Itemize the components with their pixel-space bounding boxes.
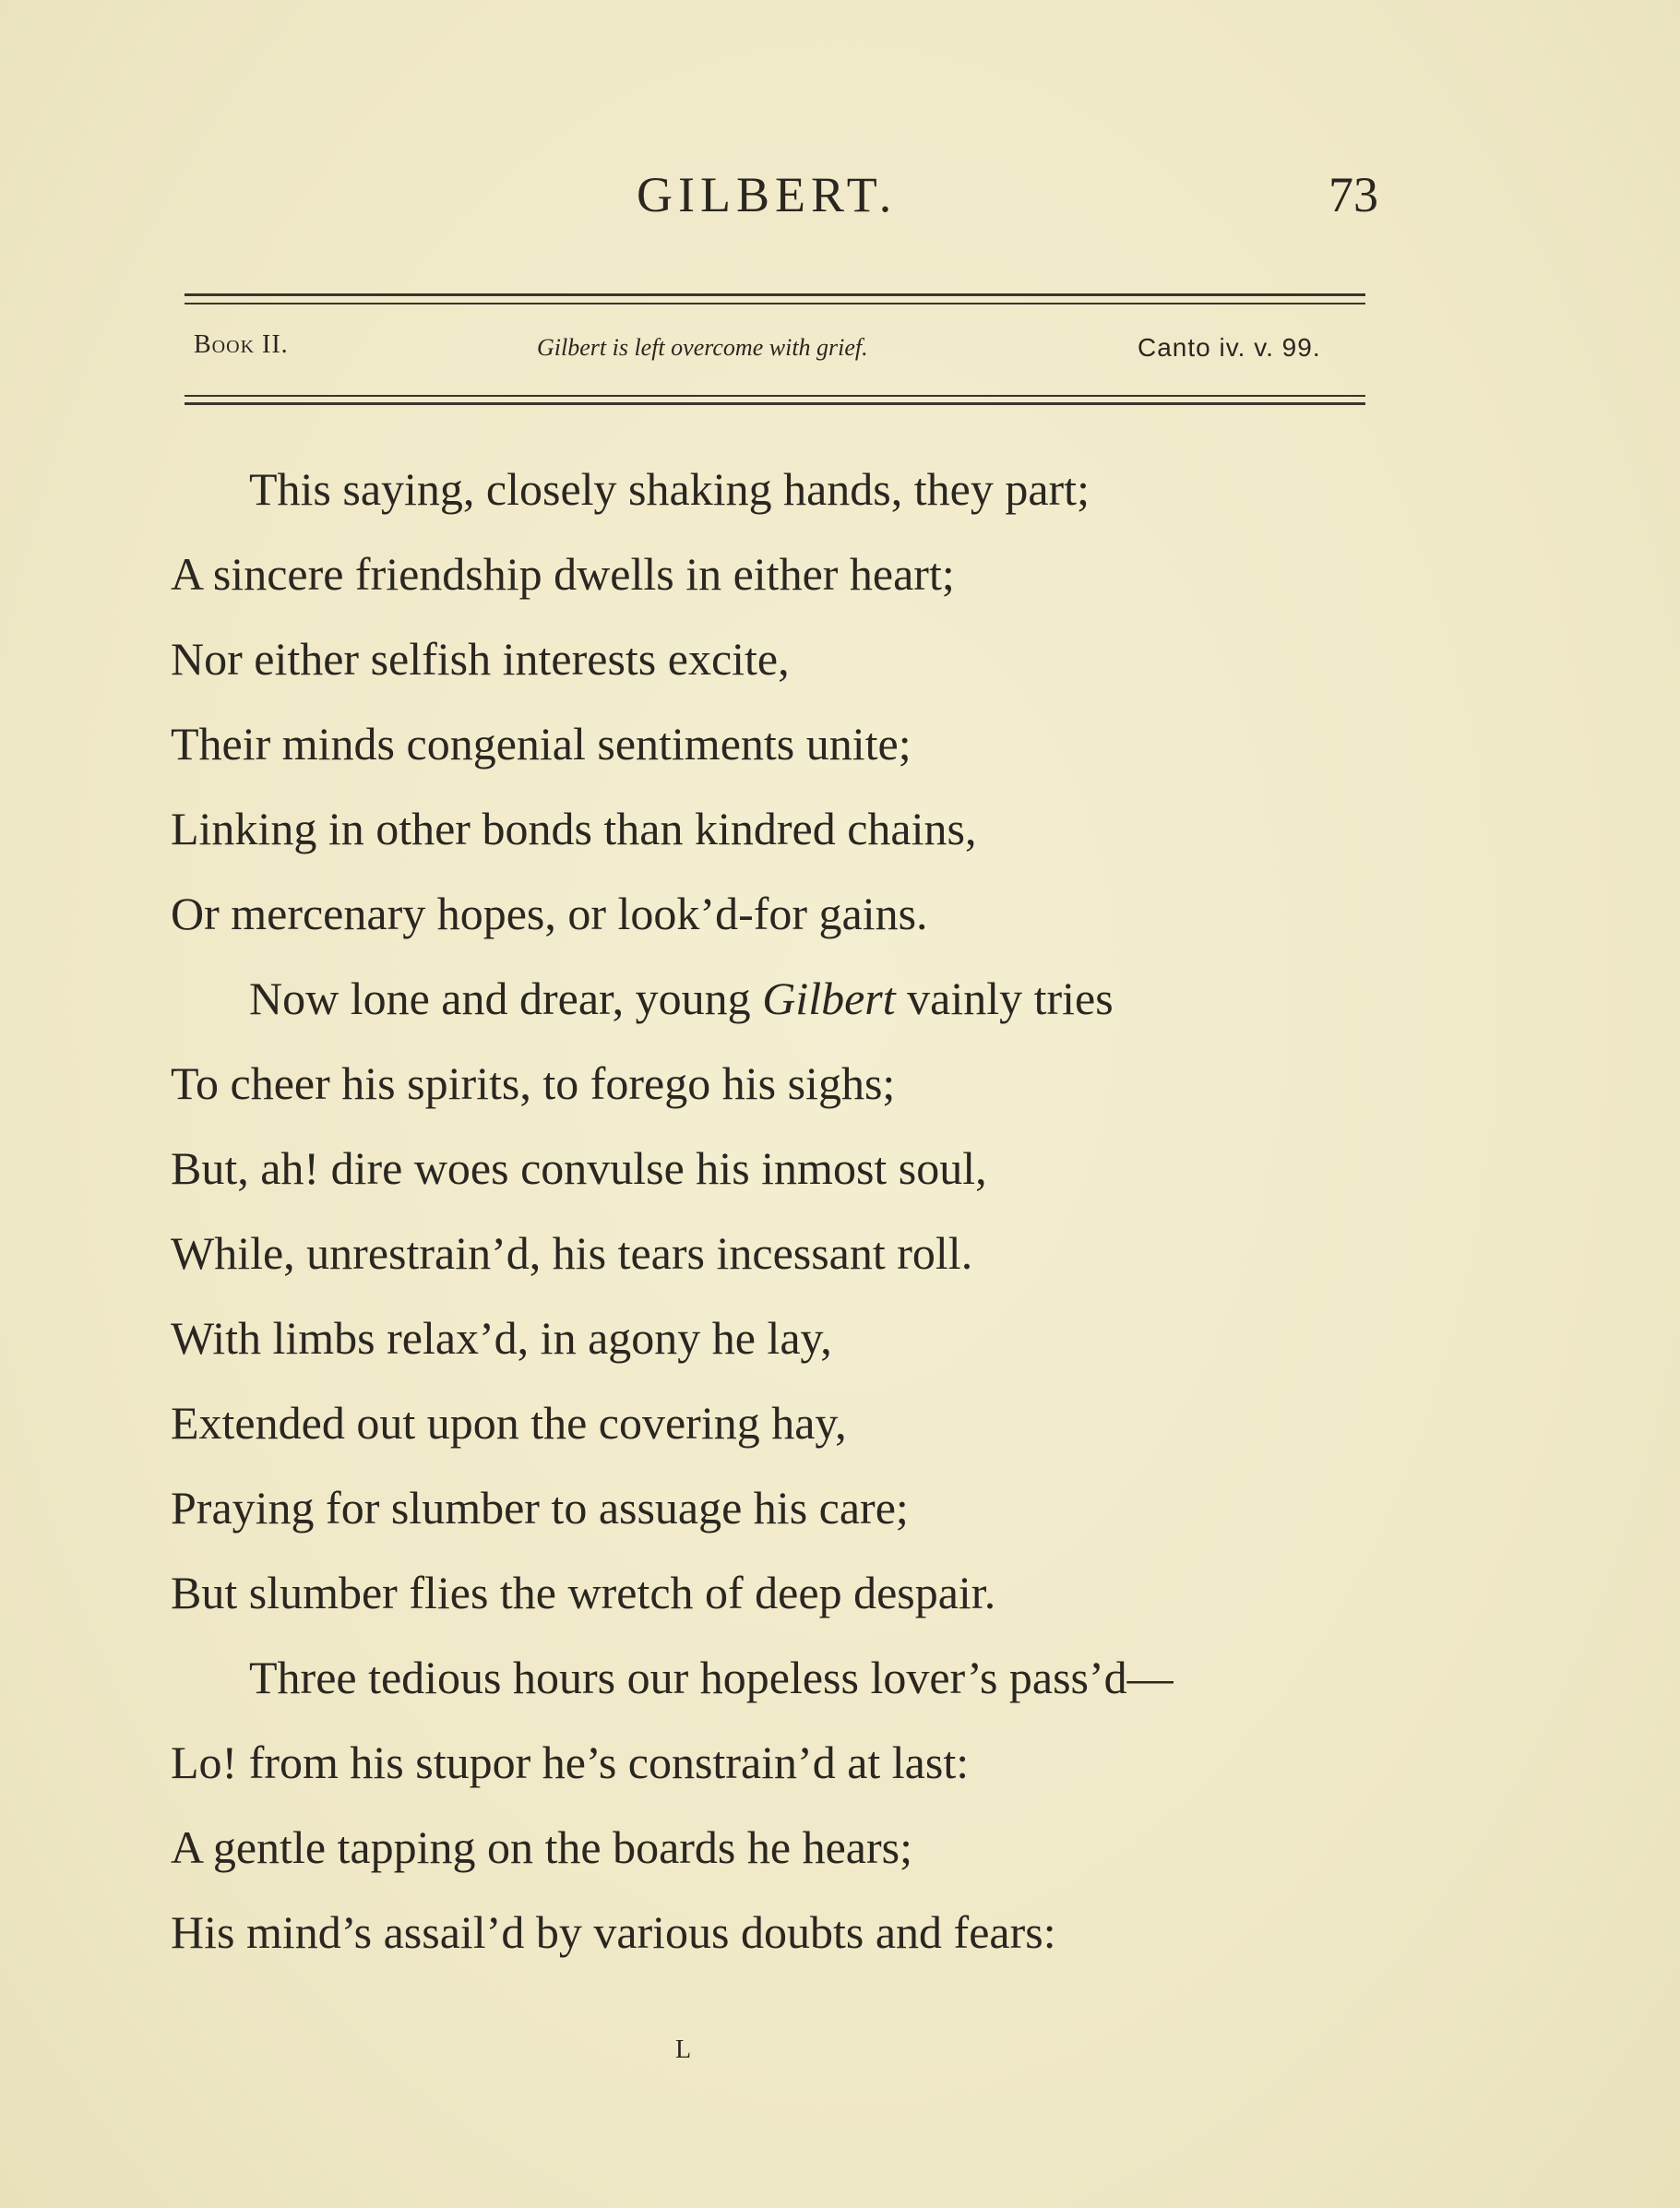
poem-line: A gentle tapping on the boards he hears; (171, 1821, 912, 1873)
poem-line (249, 971, 1114, 1026)
top-double-rule-lower (185, 303, 1365, 304)
poem-line: But slumber flies the wretch of deep despair. (171, 1567, 996, 1618)
poem-line: Nor either selfish interests excite, (171, 633, 790, 685)
poem-line: Three tedious hours our hopeless lover’s pass’d— (249, 1652, 1174, 1703)
poem-line: Their minds congenial sentiments unite; (171, 718, 911, 770)
poem-line: Extended out upon the covering hay, (171, 1397, 847, 1449)
top-double-rule-upper (185, 293, 1365, 296)
poem-line-text: Now lone and drear, young Gilbert vainly tries (249, 973, 1114, 1024)
signature-mark: L (675, 2035, 692, 2064)
poem-line: His mind’s assail’d by various doubts and fears: (171, 1906, 1056, 1958)
poem-line: This saying, closely shaking hands, they part; (249, 463, 1090, 515)
poem-line: Or mercenary hopes, or look’d-for gains. (171, 888, 928, 939)
section-subheader (0, 330, 1680, 376)
running-head (0, 166, 1680, 240)
italic-name: Gilbert (762, 973, 896, 1024)
poem-line: With limbs relax’d, in agony he lay, (171, 1312, 832, 1364)
argument-summary: Gilbert is left overcome with grief. (537, 334, 868, 361)
poem-line: While, unrestrain’d, his tears incessant roll. (171, 1227, 973, 1279)
poem-line: Linking in other bonds than kindred chains, (171, 803, 977, 854)
page-number: 73 (1329, 167, 1378, 222)
poem-line: A sincere friendship dwells in either heart; (171, 548, 955, 600)
poem-line: Praying for slumber to assuage his care; (171, 1482, 909, 1534)
poem-line: But, ah! dire woes convulse his inmost soul, (171, 1142, 987, 1194)
bottom-double-rule-upper (185, 395, 1365, 397)
running-title: GILBERT. (637, 167, 898, 222)
poem-line: To cheer his spirits, to forego his sighs; (171, 1057, 896, 1109)
bottom-double-rule-lower (185, 402, 1365, 405)
book-label: Book II. (194, 330, 289, 359)
poem-line: Lo! from his stupor he’s constrain’d at last: (171, 1737, 970, 1788)
canto-reference: Canto iv. v. 99. (1138, 333, 1321, 362)
